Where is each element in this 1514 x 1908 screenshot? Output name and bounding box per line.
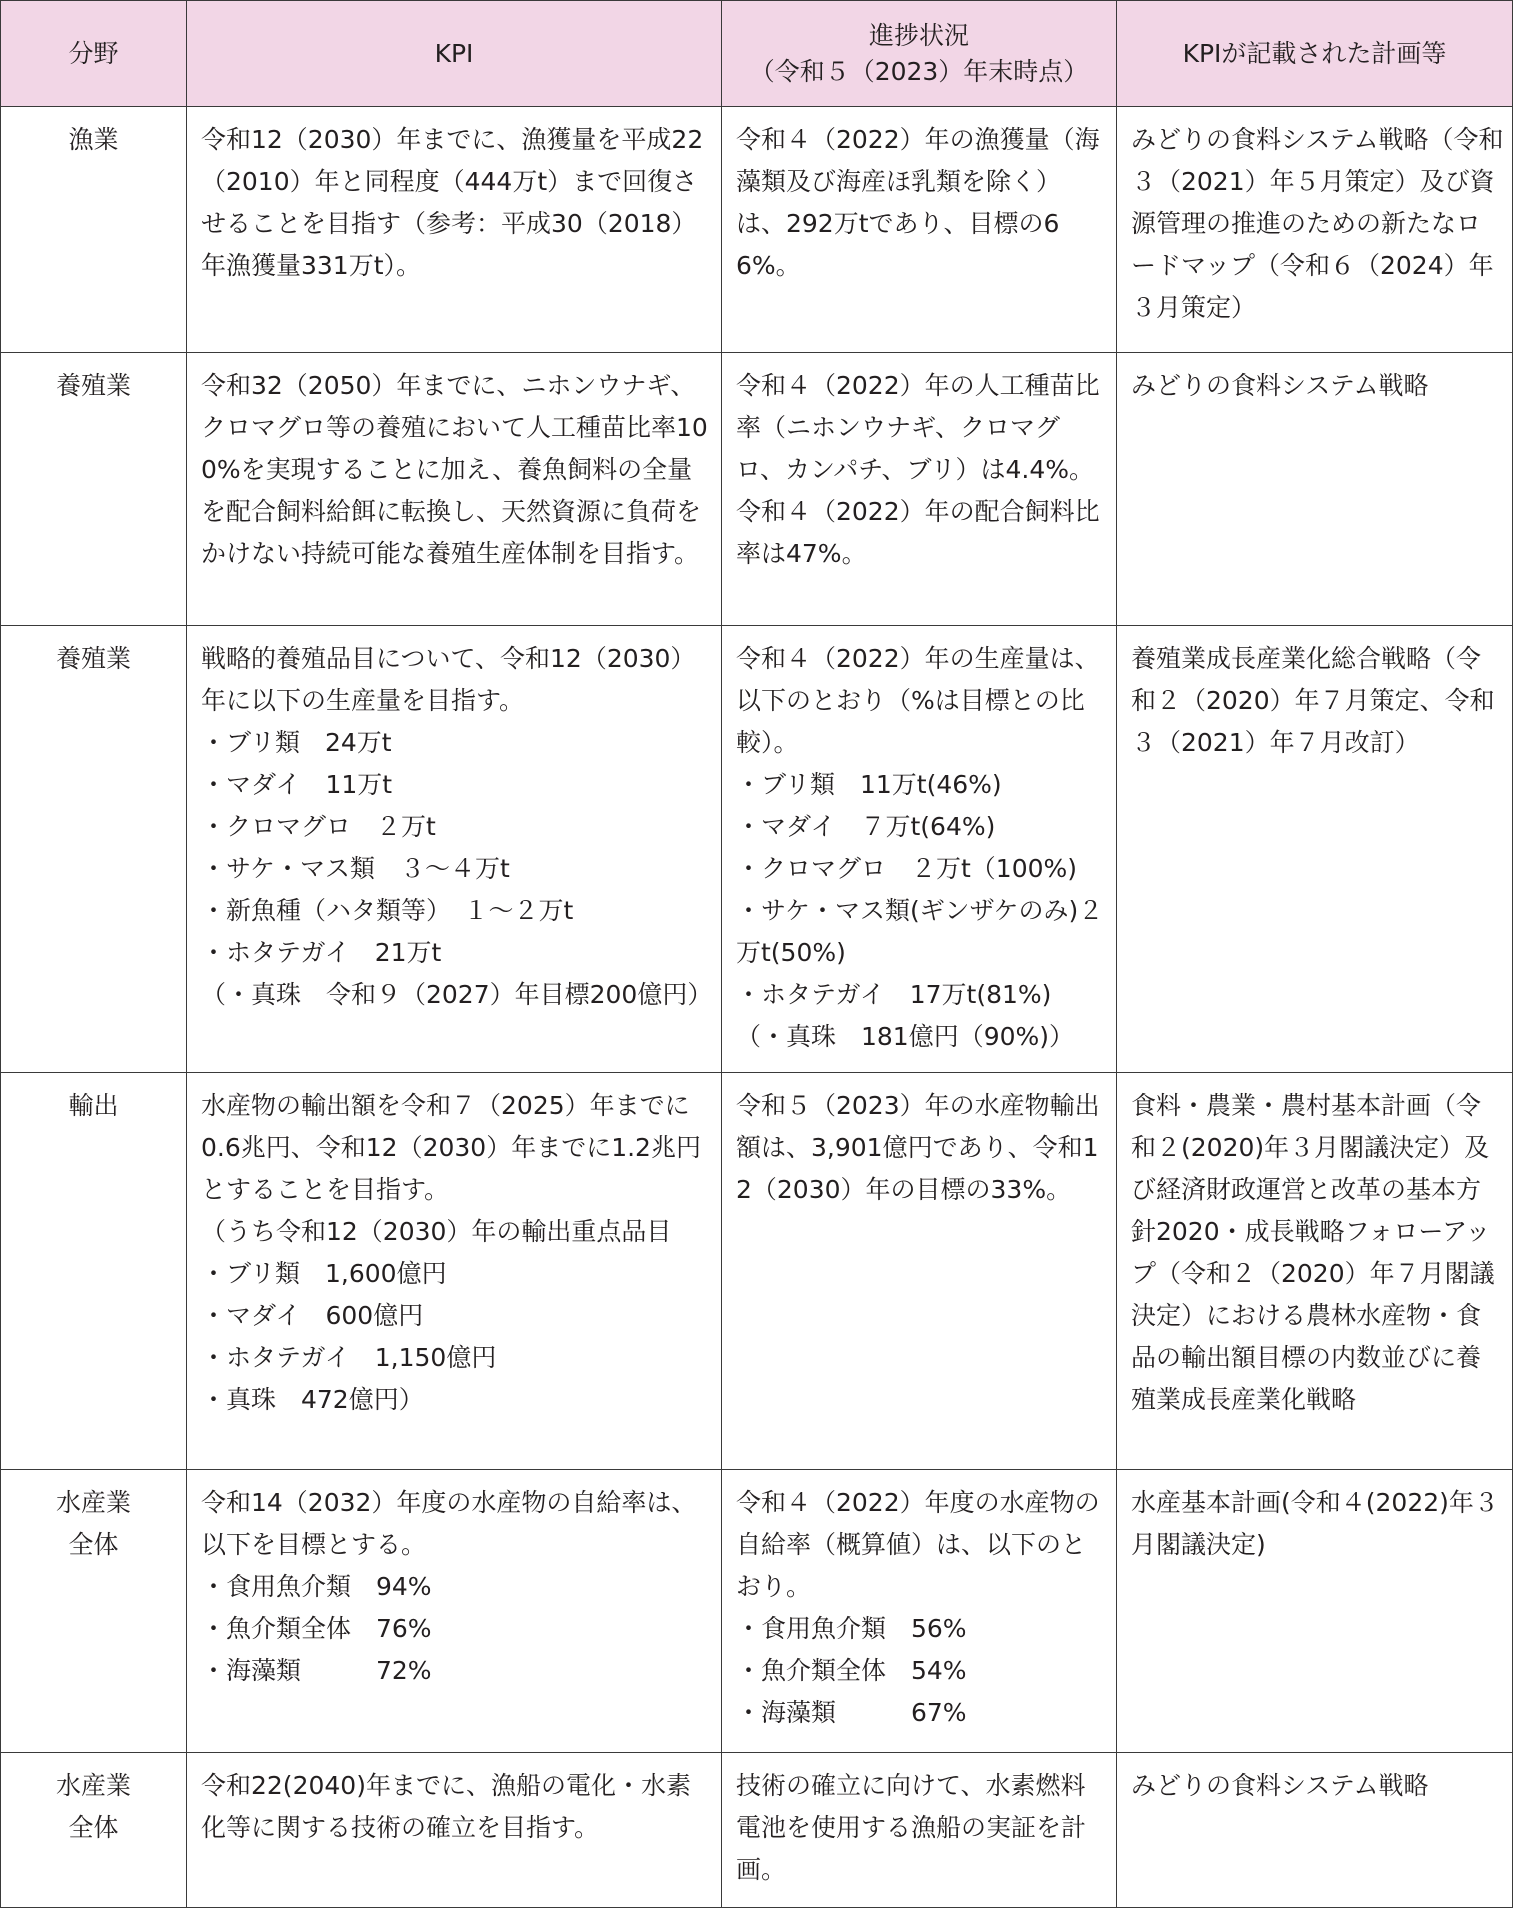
plan-cell <box>1117 1753 1513 1908</box>
header-progress-line1: 進捗状況 <box>868 20 969 50</box>
header-progress-line2: （令和５（2023）年末時点） <box>749 56 1089 86</box>
kpi-cell <box>187 626 722 1073</box>
field-cell <box>1 1470 187 1753</box>
header-row <box>1 1 1513 107</box>
progress-cell <box>722 353 1117 626</box>
kpi-cell-text: ・海藻類 72% <box>201 1656 432 1685</box>
field-cell-text: 漁業 <box>68 125 119 154</box>
plan-cell <box>1117 626 1513 1073</box>
progress-cell-text: ・食用魚介類 56% <box>736 1614 967 1643</box>
kpi-cell-text: ・サケ・マス類 ３～４万t <box>201 854 510 883</box>
progress-cell-text: （・真珠 181億円（90%)） <box>736 1022 1075 1051</box>
field-cell <box>1 353 187 626</box>
plan-cell <box>1117 107 1513 353</box>
kpi-cell-text: ・マダイ 11万t <box>201 770 393 799</box>
plan-cell <box>1117 1470 1513 1753</box>
kpi-cell-text: ・ブリ類 1,600億円 <box>201 1259 447 1288</box>
kpi-cell <box>187 107 722 353</box>
table-row <box>1 1470 1513 1753</box>
plan-cell-text: 養殖業成長産業化総合戦略（令和２（2020）年７月策定、令和３（2021）年７月改訂） <box>1131 644 1495 757</box>
kpi-cell-text: ・ブリ類 24万t <box>201 728 392 757</box>
progress-cell-text: ・ブリ類 11万t(46%) <box>736 770 1002 799</box>
progress-cell-text: ・ホタテガイ 17万t(81%) <box>736 980 1052 1009</box>
kpi-cell-text: 水産物の輸出額を令和７（2025）年までに0.6兆円、令和12（2030）年までに1.2兆円とすることを目指す。 <box>201 1091 701 1204</box>
kpi-cell-text: 令和32（2050）年までに、ニホンウナギ、クロマグロ等の養殖において人工種苗比率100%を実現することに加え、養魚飼料の全量を配合飼料給餌に転換し、天然資源に負荷をかけない持続可能な養殖生産体制を目指す。 <box>201 371 708 568</box>
progress-cell-text: ・海藻類 67% <box>736 1698 967 1727</box>
table-row <box>1 107 1513 353</box>
kpi-cell-text: （・真珠 令和９（2027）年目標200億円） <box>201 980 713 1009</box>
field-cell-text: 全体 <box>68 1530 119 1559</box>
field-cell <box>1 1753 187 1908</box>
plan-cell-text: 水産基本計画(令和４(2022)年３月閣議決定) <box>1131 1488 1499 1559</box>
field-cell-text: 水産業 <box>55 1771 131 1800</box>
plan-cell-text: みどりの食料システム戦略 <box>1131 1771 1429 1800</box>
field-cell <box>1 626 187 1073</box>
plan-cell-text: みどりの食料システム戦略（令和３（2021）年５月策定）及び資源管理の推進のための新たなロードマップ（令和６（2024）年３月策定） <box>1131 125 1504 322</box>
kpi-cell-text: ・食用魚介類 94% <box>201 1572 432 1601</box>
field-cell-text: 養殖業 <box>55 371 131 400</box>
kpi-cell <box>187 1470 722 1753</box>
progress-cell-text: 技術の確立に向けて、水素燃料電池を使用する漁船の実証を計画。 <box>736 1771 1087 1884</box>
header-plan: KPIが記載された計画等 <box>1117 1 1513 107</box>
field-cell <box>1 1073 187 1470</box>
plan-cell <box>1117 1073 1513 1470</box>
progress-cell <box>722 626 1117 1073</box>
kpi-cell-text: ・新魚種（ハタ類等） １～２万t <box>201 896 574 925</box>
progress-cell-text: 令和４（2022）年の生産量は、以下のとおり（%は目標との比較）。 <box>736 644 1100 757</box>
table-row <box>1 353 1513 626</box>
kpi-cell-text: ・魚介類全体 76% <box>201 1614 432 1643</box>
kpi-cell-text: ・クロマグロ ２万t <box>201 812 436 841</box>
table-row <box>1 1073 1513 1470</box>
header-kpi: KPI <box>187 1 722 107</box>
progress-cell-text: 令和５（2023）年の水産物輸出額は、3,901億円であり、令和12（2030）年の目標の33%。 <box>736 1091 1100 1204</box>
field-cell <box>1 107 187 353</box>
progress-cell-text: 令和４（2022）年の人工種苗比率（ニホンウナギ、クロマグロ、カンパチ、ブリ）は4.4%。 <box>736 371 1100 484</box>
progress-cell-text: 令和４（2022）年の漁獲量（海藻類及び海産ほ乳類を除く）は、292万tであり、目標の66%。 <box>736 125 1100 280</box>
field-cell-text: 水産業 <box>55 1488 131 1517</box>
kpi-cell-text: 戦略的養殖品目について、令和12（2030）年に以下の生産量を目指す。 <box>201 644 696 715</box>
table-row <box>1 626 1513 1073</box>
kpi-cell-text: 令和12（2030）年までに、漁獲量を平成22（2010）年と同程度（444万t）まで回復させることを目指す（参考：平成30（2018）年漁獲量331万t）。 <box>201 125 704 280</box>
kpi-cell <box>187 1073 722 1470</box>
plan-cell <box>1117 353 1513 626</box>
kpi-cell-text: 令和14（2032）年度の水産物の自給率は、以下を目標とする。 <box>201 1488 697 1559</box>
kpi-cell-text: ・マダイ 600億円 <box>201 1301 424 1330</box>
kpi-cell-text: ・ホタテガイ 1,150億円 <box>201 1343 497 1372</box>
progress-cell-text: ・サケ・マス類(ギンザケのみ)２万t(50%) <box>736 896 1104 967</box>
progress-cell <box>722 1753 1117 1908</box>
header-progress <box>722 1 1117 107</box>
progress-cell-text: ・マダイ ７万t(64%) <box>736 812 996 841</box>
progress-cell <box>722 1470 1117 1753</box>
kpi-cell-text: 令和22(2040)年までに、漁船の電化・水素化等に関する技術の確立を目指す。 <box>201 1771 691 1842</box>
field-cell-text: 全体 <box>68 1813 119 1842</box>
progress-cell-text: ・魚介類全体 54% <box>736 1656 967 1685</box>
plan-cell-text: 食料・農業・農村基本計画（令和２(2020)年３月閣議決定）及び経済財政運営と改革の基本方針2020・成長戦略フォローアップ（令和２（2020）年７月閣議決定）における農林水産物・食品の輸出額目標の内数並びに養殖業成長産業化戦略 <box>1131 1091 1495 1414</box>
progress-cell-text: 令和４（2022）年度の水産物の自給率（概算値）は、以下のとおり。 <box>736 1488 1100 1601</box>
header-field: 分野 <box>1 1 187 107</box>
progress-cell-text: ・クロマグロ ２万t（100%) <box>736 854 1078 883</box>
kpi-cell <box>187 1753 722 1908</box>
progress-cell <box>722 1073 1117 1470</box>
progress-cell-text: 令和４（2022）年の配合飼料比率は47%。 <box>736 497 1100 568</box>
progress-cell <box>722 107 1117 353</box>
plan-cell-text: みどりの食料システム戦略 <box>1131 371 1429 400</box>
kpi-cell-text: ・真珠 472億円） <box>201 1385 424 1414</box>
kpi-cell-text: ・ホタテガイ 21万t <box>201 938 442 967</box>
kpi-cell-text: （うち令和12（2030）年の輸出重点品目 <box>201 1217 672 1246</box>
field-cell-text: 輸出 <box>68 1091 119 1120</box>
table-row <box>1 1753 1513 1908</box>
kpi-cell <box>187 353 722 626</box>
field-cell-text: 養殖業 <box>55 644 131 673</box>
